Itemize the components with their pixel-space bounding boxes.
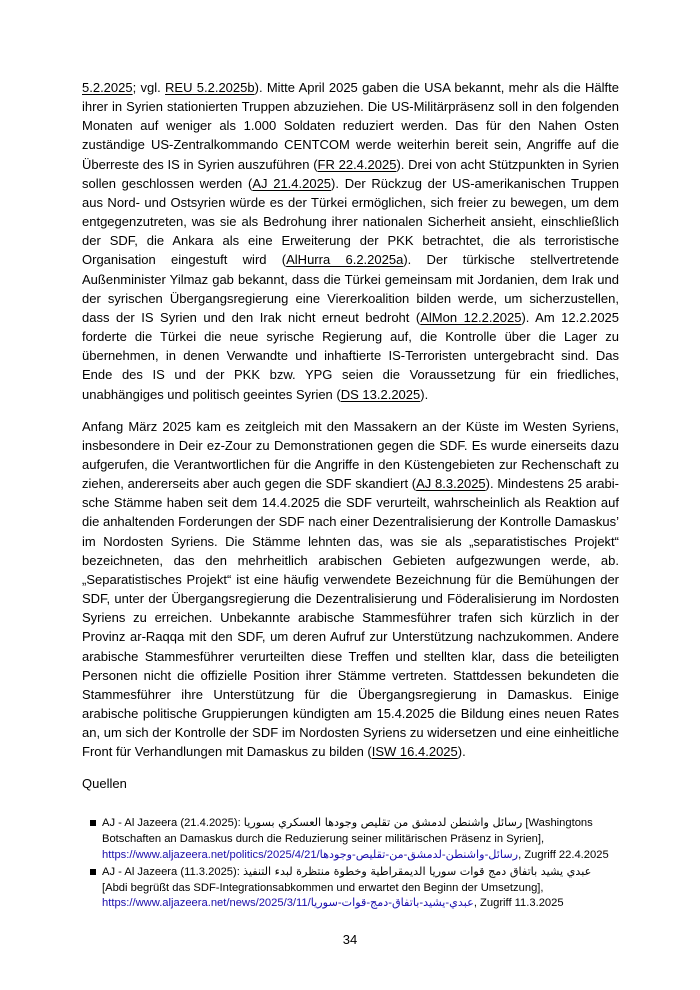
paragraph-text: ; vgl. <box>132 80 166 95</box>
citation-link[interactable]: AJ 21.4.2025 <box>252 175 332 191</box>
paragraph-text: ). Mitte April 2025 gaben die USA bekannt, mehr als die Hälfte ihrer in Syrien stationierten Truppen abzuziehen. Die US-Militärpräsenz soll in den folgenden Monaten auf weniger als 1.000 Soldaten reduziert werden. Das für den Nahen Osten zuständige US-Zentralkommando CENTCOM werde weiterhin bereit sein, Angriffe auf die Überreste des IS in Syrien auszuführen ( <box>82 80 619 172</box>
paragraph-1 <box>82 78 619 404</box>
source-access-date: , Zugriff 11.3.2025 <box>473 897 564 910</box>
bullet-icon <box>90 820 96 826</box>
source-arabic-title: رسائل واشنطن لدمشق من تقليص وجودها العسكري بسوريا <box>243 816 523 830</box>
source-prefix: AJ - Al Jazeera (11.3.2025): <box>102 866 243 879</box>
document-body <box>82 78 619 913</box>
citation-link[interactable]: AlMon 12.2.2025 <box>420 309 522 325</box>
sources-list <box>82 815 619 912</box>
source-description: [Washingtons Botschaften an Damaskus durch die Reduzierung seiner militärischen Präsenz in Syrien], <box>102 817 593 846</box>
paragraph-text: Anfang März 2025 kam es zeitgleich mit den Massakern an der Küste im Westen Syriens, insbesondere in Deir ez-Zour zu Demonstrationen gegen die SDF. Es wurde einerseits dazu aufgerufen, die Verantwortlichen für die Angriffe in den Küstengebieten zur Rechenschaft zu ziehen, andererseits aber auch gegen die SDF skandiert ( <box>82 418 619 492</box>
paragraph-text: ). <box>420 386 429 402</box>
bullet-icon <box>90 869 96 875</box>
source-prefix: AJ - Al Jazeera (21.4.2025): <box>102 817 244 830</box>
citation-link[interactable]: ISW 16.4.2025 <box>371 744 458 760</box>
citation-link[interactable]: REU 5.2.2025b <box>165 80 255 95</box>
paragraph-2 <box>82 417 619 762</box>
paragraph-text: ). Der Rückzug der US-amerikanischen Truppen aus Nord- und Ostsyrien würde es der Türkei ermöglichen, sich freier zu bewegen, um dem entgegenzutreten, was sie als Bedrohung ihrer nationalen Sicherheit ansieht, einschließlich der SDF, die Ankara als eine Erweiterung der PKK betrachtet, die als terroristische Organisation eingestuft wird ( <box>82 175 619 268</box>
source-link[interactable]: https://www.aljazeera.net/politics/2025/4/21/رسائل-واشنطن-لدمشق-من-تقليص-وجودها <box>102 848 519 861</box>
paragraph-text: ). Mindestens 25 arabische Stämme haben seit dem 14.4.2025 die SDF verurteilt, wahrscheinlich als Reaktion auf die anhaltenden Forderungen der SDF nach einer Dezentralisierung der Kontrolle Damaskus’ im Nordosten Syriens. Die Stämme lehnten das, was sie als „separatistisches Projekt“ bezeichneten, das den mehrheitlich arabischen Gebieten aufgezwungen werde, ab. „Separatistisches Projekt“ ist eine häufig verwendete Bezeichnung für die Bemühungen der SDF, unter der Übergangsregierung die Dezentralisierung und Föderalisierung im Nordosten Syriens zu erreichen. Unbekannte arabische Stammesführer trafen sich kürzlich in der Provinz ar-Raqqa mit den SDF, um deren Aufruf zur Unterstützung nachzukommen. Andere arabische Stammesführer verurteilten diese Treffen und stellten klar, dass die beteiligten Personen nicht die offizielle Position ihrer Stämme vertreten. Stattdessen bekundeten die Stammesführer ihre Unterstützung für die Übergangsregierung in Damaskus. Einige arabische politische Gruppierungen kündigten am 15.4.2025 die Bildung eines neuen Rates an, um sich der Kontrolle der SDF im Nordosten Syriens zu widersetzen und eine einheitliche Front für Verhandlungen mit Damaskus zu bilden ( <box>82 476 619 760</box>
source-item <box>90 864 619 912</box>
sources-heading: Quellen <box>82 776 127 792</box>
citation-link[interactable]: 5.2.2025 <box>82 80 133 95</box>
paragraph-text: ). Der türkische stellvertretende Außenminister Yilmaz gab bekannt, dass die Türkei gemeinsam mit Jordanien, dem Irak und der syrischen Übergangsregierung eine Viererkoalition bilden werde, um sicherzustellen, dass der IS Syrien und den Irak nicht erneut bedroht ( <box>82 252 619 325</box>
paragraph-text: ). Drei von acht Stützpunkten in Syrien sollen geschlossen werden ( <box>82 156 619 191</box>
citation-link[interactable]: AJ 8.3.2025 <box>416 476 486 492</box>
paragraph-text: ). Am 12.2.2025 forderte die Türkei die neue syrische Regierung auf, die Kontrolle über die Lager zu übernehmen, in denen Verwandte und inhaftierte IS-Terroristen untergebracht sind. Das Ende des IS und der PKK bzw. YPG seien die Voraussetzung für ein friedliches, unabhängiges und politisch geeintes Syrien ( <box>82 309 620 402</box>
paragraph-text: ). <box>457 744 466 760</box>
source-item <box>90 815 619 863</box>
citation-link[interactable]: AlHurra 6.2.2025a <box>286 252 404 268</box>
source-link[interactable]: https://www.aljazeera.net/news/2025/3/11/عبدي-يشيد-باتفاق-دمج-قوات-سوريا <box>102 897 474 910</box>
source-arabic-title: عبدي يشيد باتفاق دمج قوات سوريا الديمقراطية وخطوة منتظرة لبدء التنفيذ <box>242 865 592 879</box>
citation-link[interactable]: DS 13.2.2025 <box>340 386 421 402</box>
source-access-date: , Zugriff 22.4.2025 <box>518 848 609 861</box>
citation-link[interactable]: FR 22.4.2025 <box>317 156 397 172</box>
page-number: 34 <box>342 932 358 947</box>
source-description: [Abdi begrüßt das SDF-Integrationsabkommen und erwartet den Beginn der Umsetzung], <box>102 881 544 894</box>
